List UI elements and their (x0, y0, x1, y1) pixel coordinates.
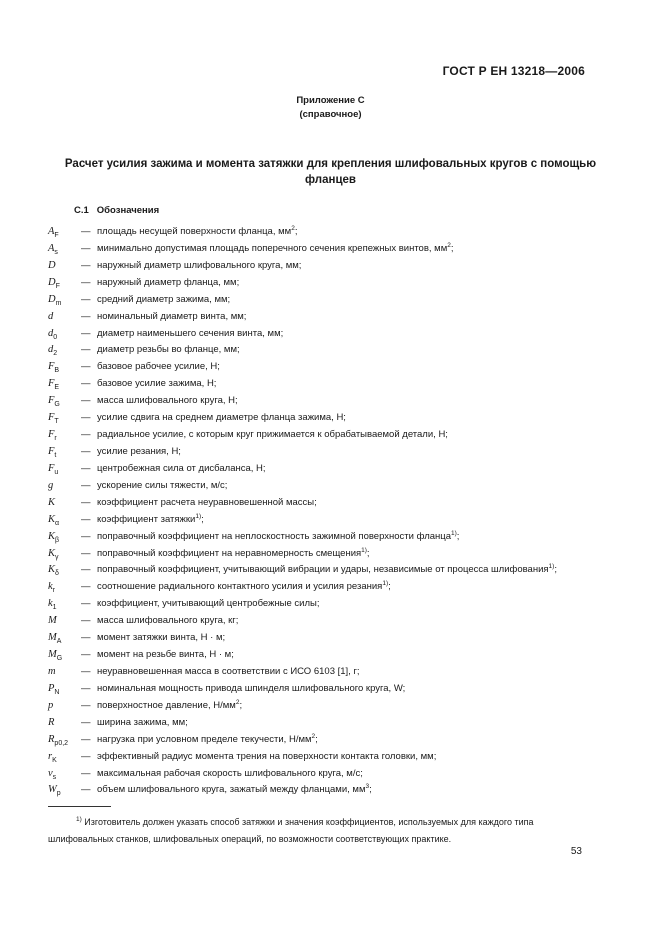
symbol-letter: M (48, 649, 57, 661)
symbol-dash: — (81, 327, 91, 339)
symbol-row (48, 342, 588, 359)
description-punctuation: ; (456, 530, 460, 542)
symbol (48, 546, 78, 563)
symbol-row (48, 546, 588, 563)
symbol (48, 376, 78, 393)
symbol-letter: k (48, 598, 53, 610)
symbol-letter: K (48, 513, 56, 525)
symbol-letter: P (48, 682, 55, 694)
symbol-dash: — (81, 226, 91, 237)
symbol (48, 613, 78, 630)
symbol-letter: v (48, 767, 53, 779)
description-superscript: 2 (235, 698, 240, 706)
symbol-dash: — (81, 462, 91, 474)
symbol-letter: p (48, 699, 54, 711)
symbol-row (48, 326, 588, 343)
symbol-letter: M (48, 615, 57, 627)
symbol-row (48, 512, 588, 529)
symbol-description (97, 613, 238, 630)
symbol-description (97, 732, 318, 749)
symbol-dash: — (81, 259, 91, 271)
description-punctuation: ; (369, 784, 372, 796)
symbol-dash: — (81, 649, 91, 661)
symbol-dash: — (81, 733, 91, 745)
symbol (48, 309, 78, 326)
symbol-description (97, 681, 405, 698)
symbol (48, 224, 78, 241)
symbol-subscript: s (54, 248, 58, 256)
symbol-subscript: 0 (53, 333, 58, 341)
symbol (48, 681, 78, 698)
symbol-subscript: A (56, 638, 62, 646)
footnote-mark: 1) (76, 816, 82, 823)
symbol (48, 495, 78, 512)
symbol-description (97, 292, 230, 309)
symbol-row (48, 630, 588, 647)
symbol-row (48, 681, 588, 698)
description-text: поправочный коэффициент, учитывающий вибрации и удары, независимые от процесса шлифования (97, 564, 549, 576)
symbol-dash: — (81, 750, 91, 762)
description-text: эффективный радиус момента трения на поверхности контакта головки, мм; (97, 750, 437, 762)
symbol-letter: F (48, 445, 55, 457)
symbol (48, 292, 78, 309)
symbol-dash: — (81, 598, 91, 610)
symbol (48, 461, 78, 478)
symbol-dash: — (81, 665, 91, 677)
footnote (48, 814, 582, 848)
symbol (48, 698, 78, 715)
symbol (48, 579, 78, 596)
symbol-subscript: T (54, 418, 59, 426)
symbol-letter: D (48, 293, 56, 305)
symbol-subscript: r (54, 435, 57, 443)
description-text: максимальная рабочая скорость шлифовального круга, м/с; (97, 767, 363, 779)
symbol-row (48, 292, 588, 309)
symbol-letter: F (48, 462, 55, 474)
description-text: поправочный коэффициент на неплоскостность зажимной поверхности фланца (97, 530, 451, 542)
symbol (48, 529, 78, 546)
symbol-subscript: F (55, 282, 60, 290)
symbol-description (97, 579, 391, 596)
symbol-description (97, 630, 225, 647)
symbol-dash: — (81, 615, 91, 627)
symbol (48, 596, 78, 613)
symbol-description (97, 546, 370, 563)
symbol-letter: A (48, 242, 55, 254)
symbol-dash: — (81, 361, 91, 373)
symbol-letter: M (48, 632, 57, 644)
symbol (48, 444, 78, 461)
symbol-row (48, 664, 588, 681)
symbol-description (97, 782, 372, 799)
description-text: усилие резания, Н; (97, 445, 181, 457)
annex-subtitle: (справочное) (299, 109, 362, 120)
symbol-description (97, 444, 181, 461)
symbol-description (97, 529, 459, 546)
symbol-letter: d (48, 344, 54, 356)
symbol (48, 427, 78, 444)
description-text: наружный диаметр шлифовального круга, мм; (97, 259, 302, 271)
symbol (48, 512, 78, 529)
description-superscript: 2 (311, 732, 316, 740)
description-superscript: 2 (291, 225, 295, 232)
symbol-row (48, 376, 588, 393)
symbol-dash: — (81, 395, 91, 407)
symbol-subscript: p (56, 790, 61, 798)
description-text: ускорение силы тяжести, м/с; (97, 479, 228, 491)
symbol-row (48, 309, 588, 326)
description-punctuation: ; (450, 242, 454, 254)
symbol-description (97, 596, 320, 613)
symbol-dash: — (81, 310, 91, 322)
symbol-dash: — (81, 682, 91, 694)
symbol-row (48, 461, 588, 478)
description-punctuation: ; (315, 733, 318, 745)
description-text: наружный диаметр фланца, мм; (97, 276, 240, 288)
description-text: масса шлифовального круга, кг; (97, 615, 239, 627)
symbol-dash: — (81, 699, 91, 711)
symbol-subscript: N (54, 688, 60, 696)
symbol-row (48, 224, 588, 241)
description-text: коэффициент расчета неуравновешенной массы; (97, 496, 317, 508)
symbol-row (48, 410, 588, 427)
description-text: ширина зажима, мм; (97, 716, 188, 728)
symbol-dash: — (81, 784, 91, 796)
symbol-description (97, 342, 240, 359)
symbol-description (97, 749, 436, 766)
symbol-dash: — (81, 276, 91, 288)
symbol-letter: A (48, 226, 55, 237)
symbol-subscript: γ (55, 553, 59, 561)
symbol-row (48, 495, 588, 512)
symbol-row (48, 393, 588, 410)
symbol (48, 782, 78, 799)
symbol-letter: D (48, 276, 56, 288)
symbol-dash: — (81, 344, 91, 356)
symbol-subscript: s (52, 773, 57, 781)
symbol-row (48, 782, 588, 799)
description-text: поправочный коэффициент на неравномерность смещения (97, 547, 362, 559)
symbol-description (97, 715, 188, 732)
symbol (48, 732, 78, 749)
description-text: коэффициент, учитывающий центробежные силы; (97, 598, 320, 610)
symbol-letter: W (48, 784, 57, 796)
symbol (48, 326, 78, 343)
description-text: номинальный диаметр винта, мм; (97, 310, 247, 322)
annex-title: Приложение C (296, 95, 365, 106)
symbol (48, 258, 78, 275)
symbol-letter: K (48, 496, 56, 508)
symbol-dash: — (81, 547, 91, 559)
description-text: базовое рабочее усилие, Н; (97, 361, 220, 373)
description-text: средний диаметр зажима, мм; (97, 293, 231, 305)
symbol-letter: R (48, 716, 55, 728)
symbol-description (97, 309, 246, 326)
symbol-description (97, 359, 220, 376)
symbol (48, 766, 78, 783)
description-punctuation: ; (239, 699, 243, 711)
symbol-dash: — (81, 716, 91, 728)
symbol-dash: — (81, 530, 91, 542)
symbol-row (48, 766, 588, 783)
symbol-dash: — (81, 429, 91, 441)
symbol (48, 393, 78, 410)
symbol (48, 664, 78, 681)
symbol-row (48, 529, 588, 546)
description-superscript: 2 (447, 241, 451, 249)
symbol-row (48, 427, 588, 444)
description-punctuation: ; (554, 564, 557, 576)
symbol-subscript: δ (55, 570, 59, 578)
symbol-letter: F (48, 412, 55, 424)
symbol-row (48, 715, 588, 732)
description-text: площадь несущей поверхности фланца, мм (97, 226, 292, 237)
symbol-row (48, 579, 588, 596)
symbol-row (48, 749, 588, 766)
description-text: соотношение радиального контактного усилия и усилия резания (97, 581, 383, 593)
symbol-dash: — (81, 412, 91, 424)
symbol-row (48, 478, 588, 495)
symbol-subscript: G (56, 655, 63, 663)
symbol-subscript: F (54, 232, 59, 239)
symbol (48, 342, 78, 359)
symbol-description (97, 495, 317, 512)
symbol-subscript: β (55, 536, 60, 544)
symbol (48, 241, 78, 258)
footnote-text: Изготовитель должен указать способ затяжки и значения коэффициентов, используемых для каждого типа шлифовальных станков, шлифовальных операций, по возможности соответствующих практике. (48, 817, 534, 844)
symbol (48, 715, 78, 732)
symbol-row (48, 596, 588, 613)
symbol-row (48, 698, 588, 715)
symbol-description (97, 241, 454, 258)
description-text: номинальная мощность привода шпинделя шлифовального круга, W; (97, 682, 406, 694)
symbol-letter: m (48, 665, 56, 677)
description-text: масса шлифовального круга, Н; (97, 395, 238, 407)
description-text: коэффициент затяжки (97, 513, 196, 525)
symbol-subscript: p0,2 (54, 739, 69, 747)
symbol-subscript: u (54, 468, 59, 476)
symbol-subscript: B (54, 367, 60, 375)
symbol-subscript: K (52, 756, 57, 764)
symbol-letter: D (48, 259, 56, 271)
symbol-subscript: t (54, 451, 57, 459)
symbol-letter: K (48, 547, 56, 559)
symbol-description (97, 393, 238, 410)
description-superscript: 1) (195, 512, 202, 520)
symbol-row (48, 258, 588, 275)
symbol-description (97, 275, 239, 292)
symbol-subscript: 1 (52, 604, 57, 612)
symbol-dash: — (81, 445, 91, 457)
symbol-subscript: E (54, 384, 60, 392)
symbol-letter: K (48, 564, 56, 576)
description-text: усилие сдвига на среднем диаметре фланца зажима, Н; (97, 412, 346, 424)
symbol-letter: R (48, 733, 55, 745)
description-text: центробежная сила от дисбаланса, Н; (97, 462, 266, 474)
symbol-row (48, 613, 588, 630)
description-text: базовое усилие зажима, Н; (97, 378, 217, 390)
symbol (48, 410, 78, 427)
description-text: момент на резьбе винта, Н · м; (97, 649, 234, 661)
section-number: C.1 (74, 205, 89, 216)
description-superscript: 1) (451, 529, 457, 537)
symbol-description (97, 562, 557, 579)
symbol-description (97, 410, 346, 427)
symbol-description (97, 664, 360, 681)
description-text: минимально допустимая площадь поперечного сечения крепежных винтов, мм (97, 242, 448, 254)
description-superscript: 1) (361, 546, 367, 554)
symbols-list (48, 224, 588, 799)
symbol-subscript: r (52, 587, 56, 595)
symbol (48, 478, 78, 495)
symbol-dash: — (81, 513, 91, 525)
symbol (48, 275, 78, 292)
symbol-dash: — (81, 767, 91, 779)
symbol-letter: r (48, 750, 53, 762)
symbol-letter: F (48, 378, 55, 390)
footnote-separator (48, 806, 111, 807)
symbol-subscript: 2 (53, 350, 58, 358)
description-punctuation: ; (201, 513, 204, 525)
description-text: нагрузка при условном пределе текучести, Н/мм (97, 733, 312, 745)
symbol-description (97, 376, 216, 393)
description-text: диаметр наименьшего сечения винта, мм; (97, 327, 284, 339)
symbol-description (97, 326, 283, 343)
section-heading (74, 205, 159, 216)
symbol-dash: — (81, 632, 91, 644)
annex-heading (0, 94, 661, 122)
description-text: поверхностное давление, Н/мм (97, 699, 236, 711)
symbol-description (97, 224, 297, 241)
document-title: Расчет усилия зажима и момента затяжки для крепления шлифовальных кругов с помощью фланцев (64, 158, 597, 186)
description-text: радиальное усилие, с которым круг прижимается к обрабатываемой детали, Н; (97, 429, 448, 441)
description-text: объем шлифовального круга, зажатый между фланцами, мм (97, 784, 366, 796)
description-superscript: 1) (548, 563, 555, 571)
symbol-description (97, 698, 242, 715)
symbol-letter: F (48, 395, 55, 407)
symbol (48, 359, 78, 376)
symbol-description (97, 258, 301, 275)
symbol-row (48, 562, 588, 579)
symbol-description (97, 461, 266, 478)
symbol-dash: — (81, 496, 91, 508)
symbol-subscript: G (54, 401, 60, 409)
symbol-letter: d (48, 310, 54, 322)
symbol-dash: — (81, 242, 91, 254)
description-superscript: 1) (382, 580, 389, 588)
description-punctuation: ; (294, 226, 298, 237)
symbol-row (48, 359, 588, 376)
symbol-row (48, 275, 588, 292)
symbol-dash: — (81, 564, 91, 576)
symbol-description (97, 512, 204, 529)
symbol (48, 647, 78, 664)
standard-designation: ГОСТ Р ЕН 13218—2006 (442, 64, 585, 78)
symbol-description (97, 478, 227, 495)
symbol-letter: F (48, 361, 55, 373)
symbol-letter: K (48, 530, 56, 542)
symbol-subscript: α (55, 519, 60, 527)
symbol-dash: — (81, 479, 91, 491)
description-punctuation: ; (388, 581, 391, 593)
symbol-description (97, 647, 234, 664)
symbol-dash: — (81, 378, 91, 390)
section-title: Обозначения (96, 205, 160, 216)
symbol-dash: — (81, 581, 91, 593)
symbol-description (97, 427, 448, 444)
symbol (48, 562, 78, 579)
description-text: диаметр резьбы во фланце, мм; (97, 344, 240, 356)
symbol-row (48, 732, 588, 749)
symbol (48, 630, 78, 647)
symbol-description (97, 766, 363, 783)
symbol-letter: d (48, 327, 54, 339)
symbol-letter: k (48, 581, 53, 593)
symbol-dash: — (81, 293, 91, 305)
symbol-letter: g (48, 479, 54, 491)
symbol-row (48, 647, 588, 664)
symbol-letter: F (48, 429, 55, 441)
page-number: 53 (570, 846, 582, 857)
description-superscript: 3 (365, 783, 370, 791)
symbol-subscript: m (55, 299, 62, 307)
description-punctuation: ; (366, 547, 370, 559)
symbol-row (48, 241, 588, 258)
description-text: неуравновешенная масса в соответствии с ИСО 6103 [1], г; (97, 665, 360, 677)
description-text: момент затяжки винта, Н · м; (97, 632, 226, 644)
symbol-row (48, 444, 588, 461)
symbol (48, 749, 78, 766)
